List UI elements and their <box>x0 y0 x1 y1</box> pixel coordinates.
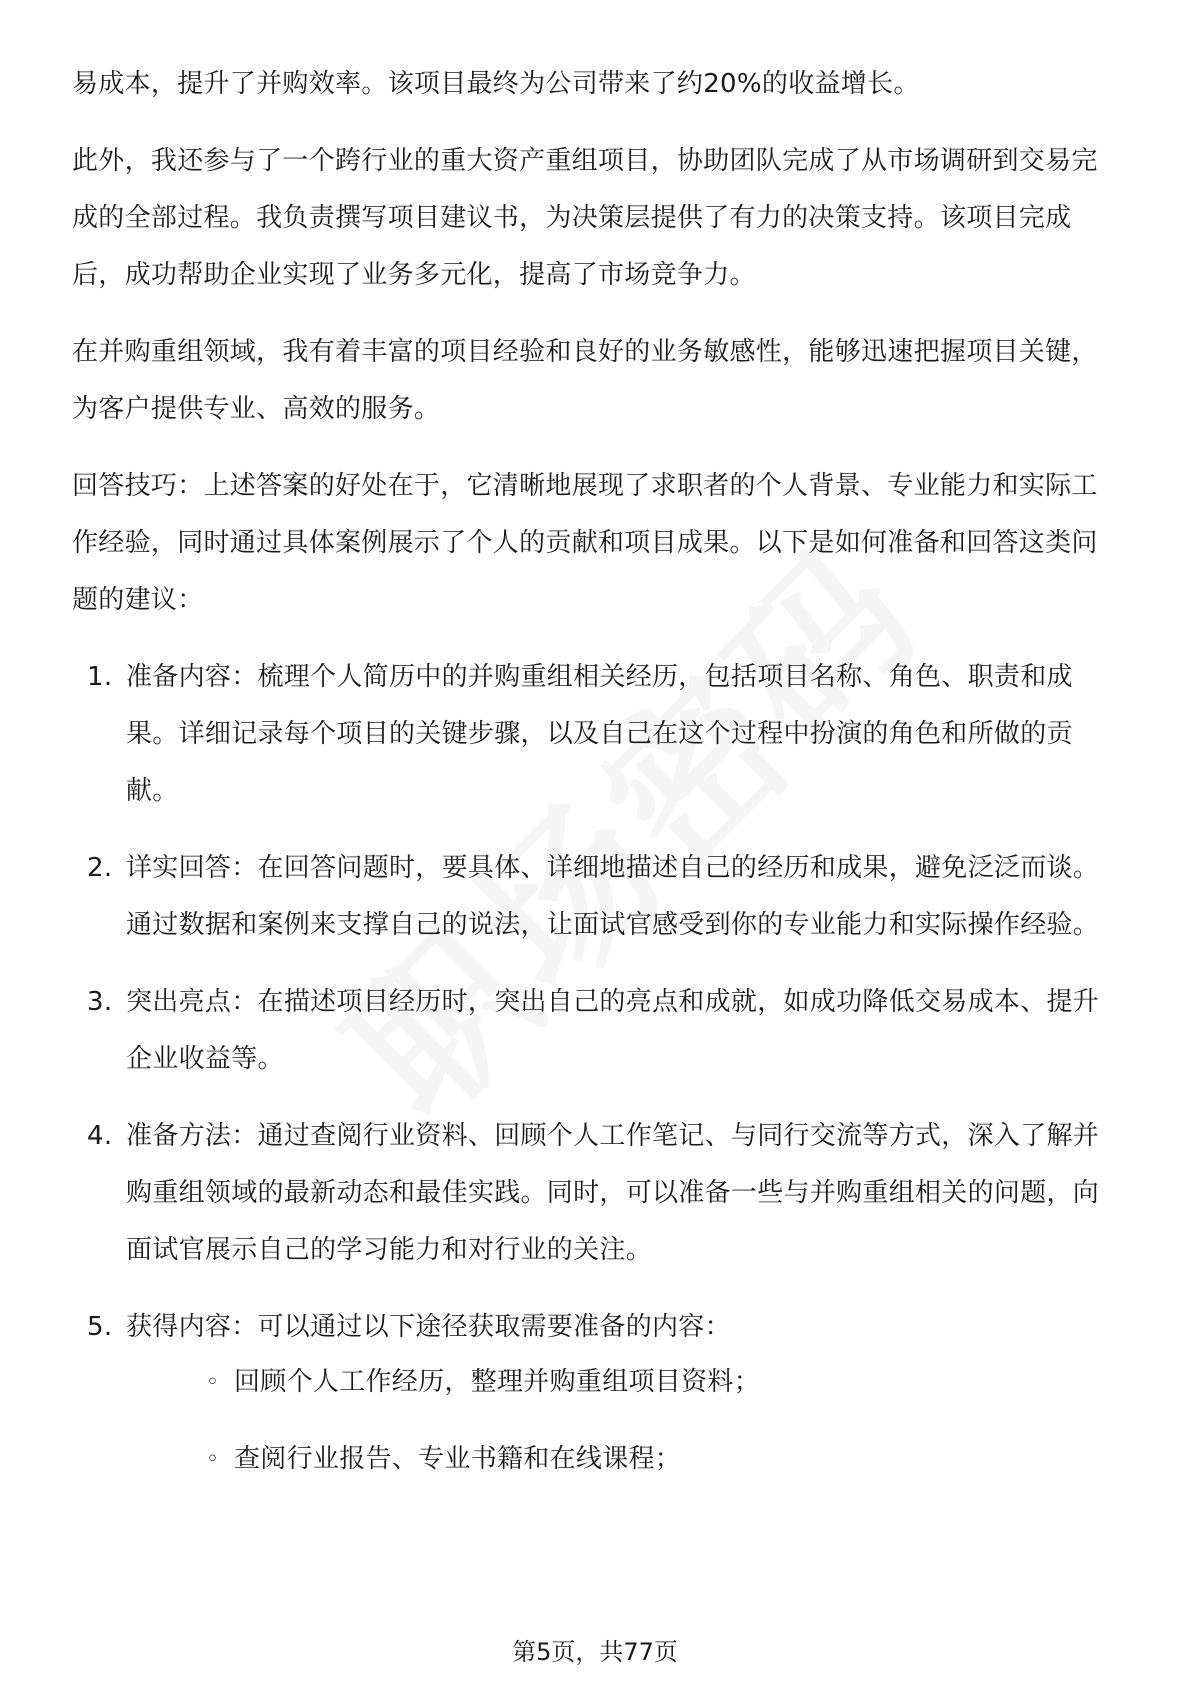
list-item-text: 准备方法：通过查阅行业资料、回顾个人工作笔记、与同行交流等方式，深入了解并购重组领域的最新动态和最佳实践。同时，可以准备一些与并购重组相关的问题，向面试官展示自己的学习能力和对行业的关注。 <box>126 1121 1100 1265</box>
list-item <box>72 649 1122 820</box>
sub-list-item-text: 回顾个人工作经历，整理并购重组项目资料； <box>234 1367 761 1397</box>
sub-list-item-text: 查阅行业报告、专业书籍和在线课程； <box>234 1444 682 1474</box>
list-number: 5. <box>87 1312 113 1342</box>
paragraph: 此外，我还参与了一个跨行业的重大资产重组项目，协助团队完成了从市场调研到交易完成的全部过程。我负责撰写项目建议书，为决策层提供了有力的决策支持。该项目完成后，成功帮助企业实现了业务多元化，提高了市场竞争力。 <box>72 146 1098 290</box>
list-number: 2. <box>87 853 113 883</box>
bullet-icon: ◦ <box>206 1447 220 1472</box>
sub-list-item <box>126 1354 1122 1411</box>
page-footer: 第5页，共77页 <box>512 1638 678 1666</box>
sub-list <box>126 1354 1122 1488</box>
list-item <box>72 840 1122 954</box>
list-item-text: 突出亮点：在描述项目经历时，突出自己的亮点和成就，如成功降低交易成本、提升企业收益等。 <box>126 987 1100 1074</box>
bullet-icon: ◦ <box>206 1370 220 1395</box>
document-body <box>72 56 1122 1508</box>
list-item <box>72 974 1122 1088</box>
list-item <box>72 1299 1122 1488</box>
list-item-text: 准备内容：梳理个人简历中的并购重组相关经历，包括项目名称、角色、职责和成果。详细记录每个项目的关键步骤，以及自己在这个过程中扮演的角色和所做的贡献。 <box>126 662 1073 806</box>
list-item-text: 获得内容：可以通过以下途径获取需要准备的内容： <box>126 1312 731 1342</box>
tips-list <box>72 649 1122 1488</box>
list-number: 3. <box>87 987 113 1017</box>
paragraph: 回答技巧：上述答案的好处在于，它清晰地展现了求职者的个人背景、专业能力和实际工作经验，同时通过具体案例展示了个人的贡献和项目成果。以下是如何准备和回答这类问题的建议： <box>72 471 1098 615</box>
paragraph: 易成本，提升了并购效率。该项目最终为公司带来了约20%的收益增长。 <box>72 69 920 99</box>
paragraph: 在并购重组领域，我有着丰富的项目经验和良好的业务敏感性，能够迅速把握项目关键，为客户提供专业、高效的服务。 <box>72 337 1098 424</box>
list-number: 4. <box>87 1121 113 1151</box>
list-item <box>72 1108 1122 1279</box>
list-number: 1. <box>87 662 113 692</box>
sub-list-item <box>126 1431 1122 1488</box>
list-item-text: 详实回答：在回答问题时，要具体、详细地描述自己的经历和成果，避免泛泛而谈。通过数据和案例来支撑自己的说法，让面试官感受到你的专业能力和实际操作经验。 <box>126 853 1100 940</box>
